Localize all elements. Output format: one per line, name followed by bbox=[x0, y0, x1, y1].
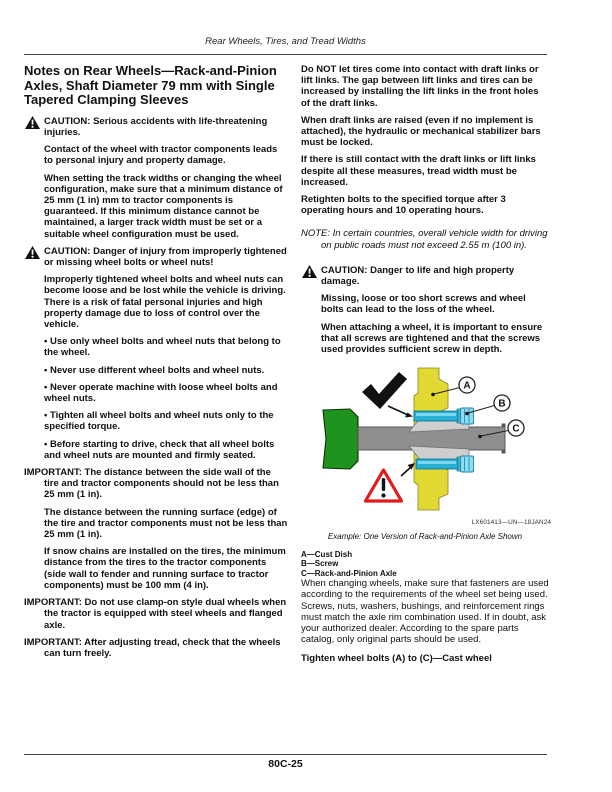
page-number: 80C-25 bbox=[268, 758, 303, 770]
paragraph: Contact of the wheel with tractor components leads to personal injury and property damage. bbox=[44, 144, 278, 167]
paragraph: Improperly tightened wheel bolts and wheel nuts can become loose and be lost while the vehicle is driving. There is a risk of fatal personal injuries and high property damage due to loss of control over the vehicle. bbox=[44, 274, 286, 331]
bullet-item: • Before starting to drive, check that all wheel bolts and wheel nuts are mounted and firmly seated. bbox=[44, 438, 275, 461]
callout-a-label: A bbox=[463, 380, 471, 392]
bullet-item: • Never operate machine with loose wheel bolts and wheel nuts. bbox=[44, 381, 278, 405]
caution-title: CAUTION: Serious accidents with life-threatening injuries. bbox=[44, 115, 268, 138]
checkmark-icon bbox=[362, 372, 407, 409]
paragraph: Retighten bolts to the specified torque after 3 operating hours and 10 operating hours. bbox=[301, 194, 506, 217]
footer-rule bbox=[24, 754, 547, 755]
caution-title: CAUTION: Danger of injury from improperly tightened or missing wheel bolts or wheel nuts! bbox=[44, 245, 287, 269]
bullet-item: • Use only wheel bolts and wheel nuts that belong to the wheel. bbox=[44, 336, 281, 359]
important-note: IMPORTANT: The distance between the side wall of the tire and tractor components should not be less than 25 mm (1 in). bbox=[24, 467, 279, 501]
figure-legend bbox=[301, 550, 549, 578]
paragraph: Do NOT let tires come into contact with draft links or lift links. The gap between lift links and tires can be increased by installing the lift links in the front holes of the draft links. bbox=[301, 64, 539, 109]
paragraph: Missing, loose or too short screws and wheel bolts can lead to the loss of the wheel. bbox=[321, 293, 526, 316]
bullet-item: • Never use different wheel bolts and wheel nuts. bbox=[44, 364, 265, 376]
paragraph: When changing wheels, make sure that fasteners are used according to the requirements of the wheel set being used. Screws, nuts, washers, bushings, and reinforcement rings must match the axle rim combination used. If in doubt, ask your authorized dealer. According to the spare parts catalog, only original parts should be used. bbox=[301, 578, 549, 646]
caution-triangle-icon bbox=[302, 265, 317, 281]
caution-block-3 bbox=[301, 265, 549, 355]
caution-title: CAUTION: Danger to life and high property damage. bbox=[321, 264, 515, 288]
legend-item-a: A—Cust Dish bbox=[301, 549, 353, 559]
important-note: IMPORTANT: Do not use clamp-on style dual wheels when the tractor is equipped with steel wheels and flanged axle. bbox=[24, 597, 287, 631]
axle-diagram-svg bbox=[314, 365, 551, 513]
caution-triangle-icon bbox=[25, 116, 40, 132]
paragraph: When draft links are raised (even if no implement is attached), the hydraulic or mechanical stabilizer bars must be locked. bbox=[301, 114, 541, 149]
callout-b-label: B bbox=[498, 398, 506, 410]
figure-caption: Example: One Version of Rack-and-Pinion Axle Shown bbox=[327, 531, 523, 541]
axle-diagram-figure bbox=[314, 365, 551, 528]
header-rule bbox=[24, 54, 547, 55]
running-header-title: Rear Wheels, Tires, and Tread Widths bbox=[205, 36, 366, 47]
paragraph: Tighten wheel bolts (A) to (C)—Cast wheel bbox=[301, 653, 492, 665]
bullet-item: • Tighten all wheel bolts and wheel nuts only to the specified torque. bbox=[44, 410, 274, 433]
paragraph: When setting the track widths or changing the wheel configuration, make sure that a minimum distance of 25 mm (1 in) mm to tractor components is guaranteed. If this minimum distance cannot be maintained, a larger track width must be set or a suitable wheel configuration must be used. bbox=[44, 172, 283, 240]
legend-item-b: B—Screw bbox=[301, 559, 339, 569]
caution-block-1 bbox=[24, 116, 288, 240]
paragraph: When attaching a wheel, it is important to ensure that all screws are tightened and that the screws used provides sufficient screw in depth. bbox=[321, 321, 543, 356]
right-column bbox=[301, 64, 549, 671]
wheel-hub-shape bbox=[323, 409, 358, 469]
paragraph: If there is still contact with the draft links or lift links despite all these measures, tread width must be increased. bbox=[301, 154, 536, 188]
paragraph: The distance between the running surface (edge) of the tire and tractor components must not be less than 25 mm (1 in). bbox=[44, 506, 288, 541]
legend-item-c: C—Rack-and-Pinion Axle bbox=[301, 568, 397, 578]
caution-triangle-icon bbox=[25, 246, 40, 262]
paragraph: If snow chains are installed on the tires, the minimum distance from the tires to the tractor components (side wall to fender and running surface to tractor components) must be 100 mm (4 in). bbox=[44, 546, 286, 591]
caution-block-2 bbox=[24, 246, 288, 461]
figure-image-id: LX601413—UN—18JAN24 bbox=[471, 519, 551, 527]
callout-c-label: C bbox=[512, 423, 520, 435]
section-heading: Notes on Rear Wheels—Rack-and-Pinion Axles, Shaft Diameter 79 mm with Single Tapered Clamping Sleeves bbox=[24, 63, 277, 108]
left-column bbox=[24, 64, 288, 665]
important-note: IMPORTANT: After adjusting tread, check that the wheels can turn freely. bbox=[24, 636, 281, 659]
note-text: NOTE: In certain countries, overall vehicle width for driving on public roads must not exceed 2.55 m (100 in). bbox=[301, 228, 548, 251]
